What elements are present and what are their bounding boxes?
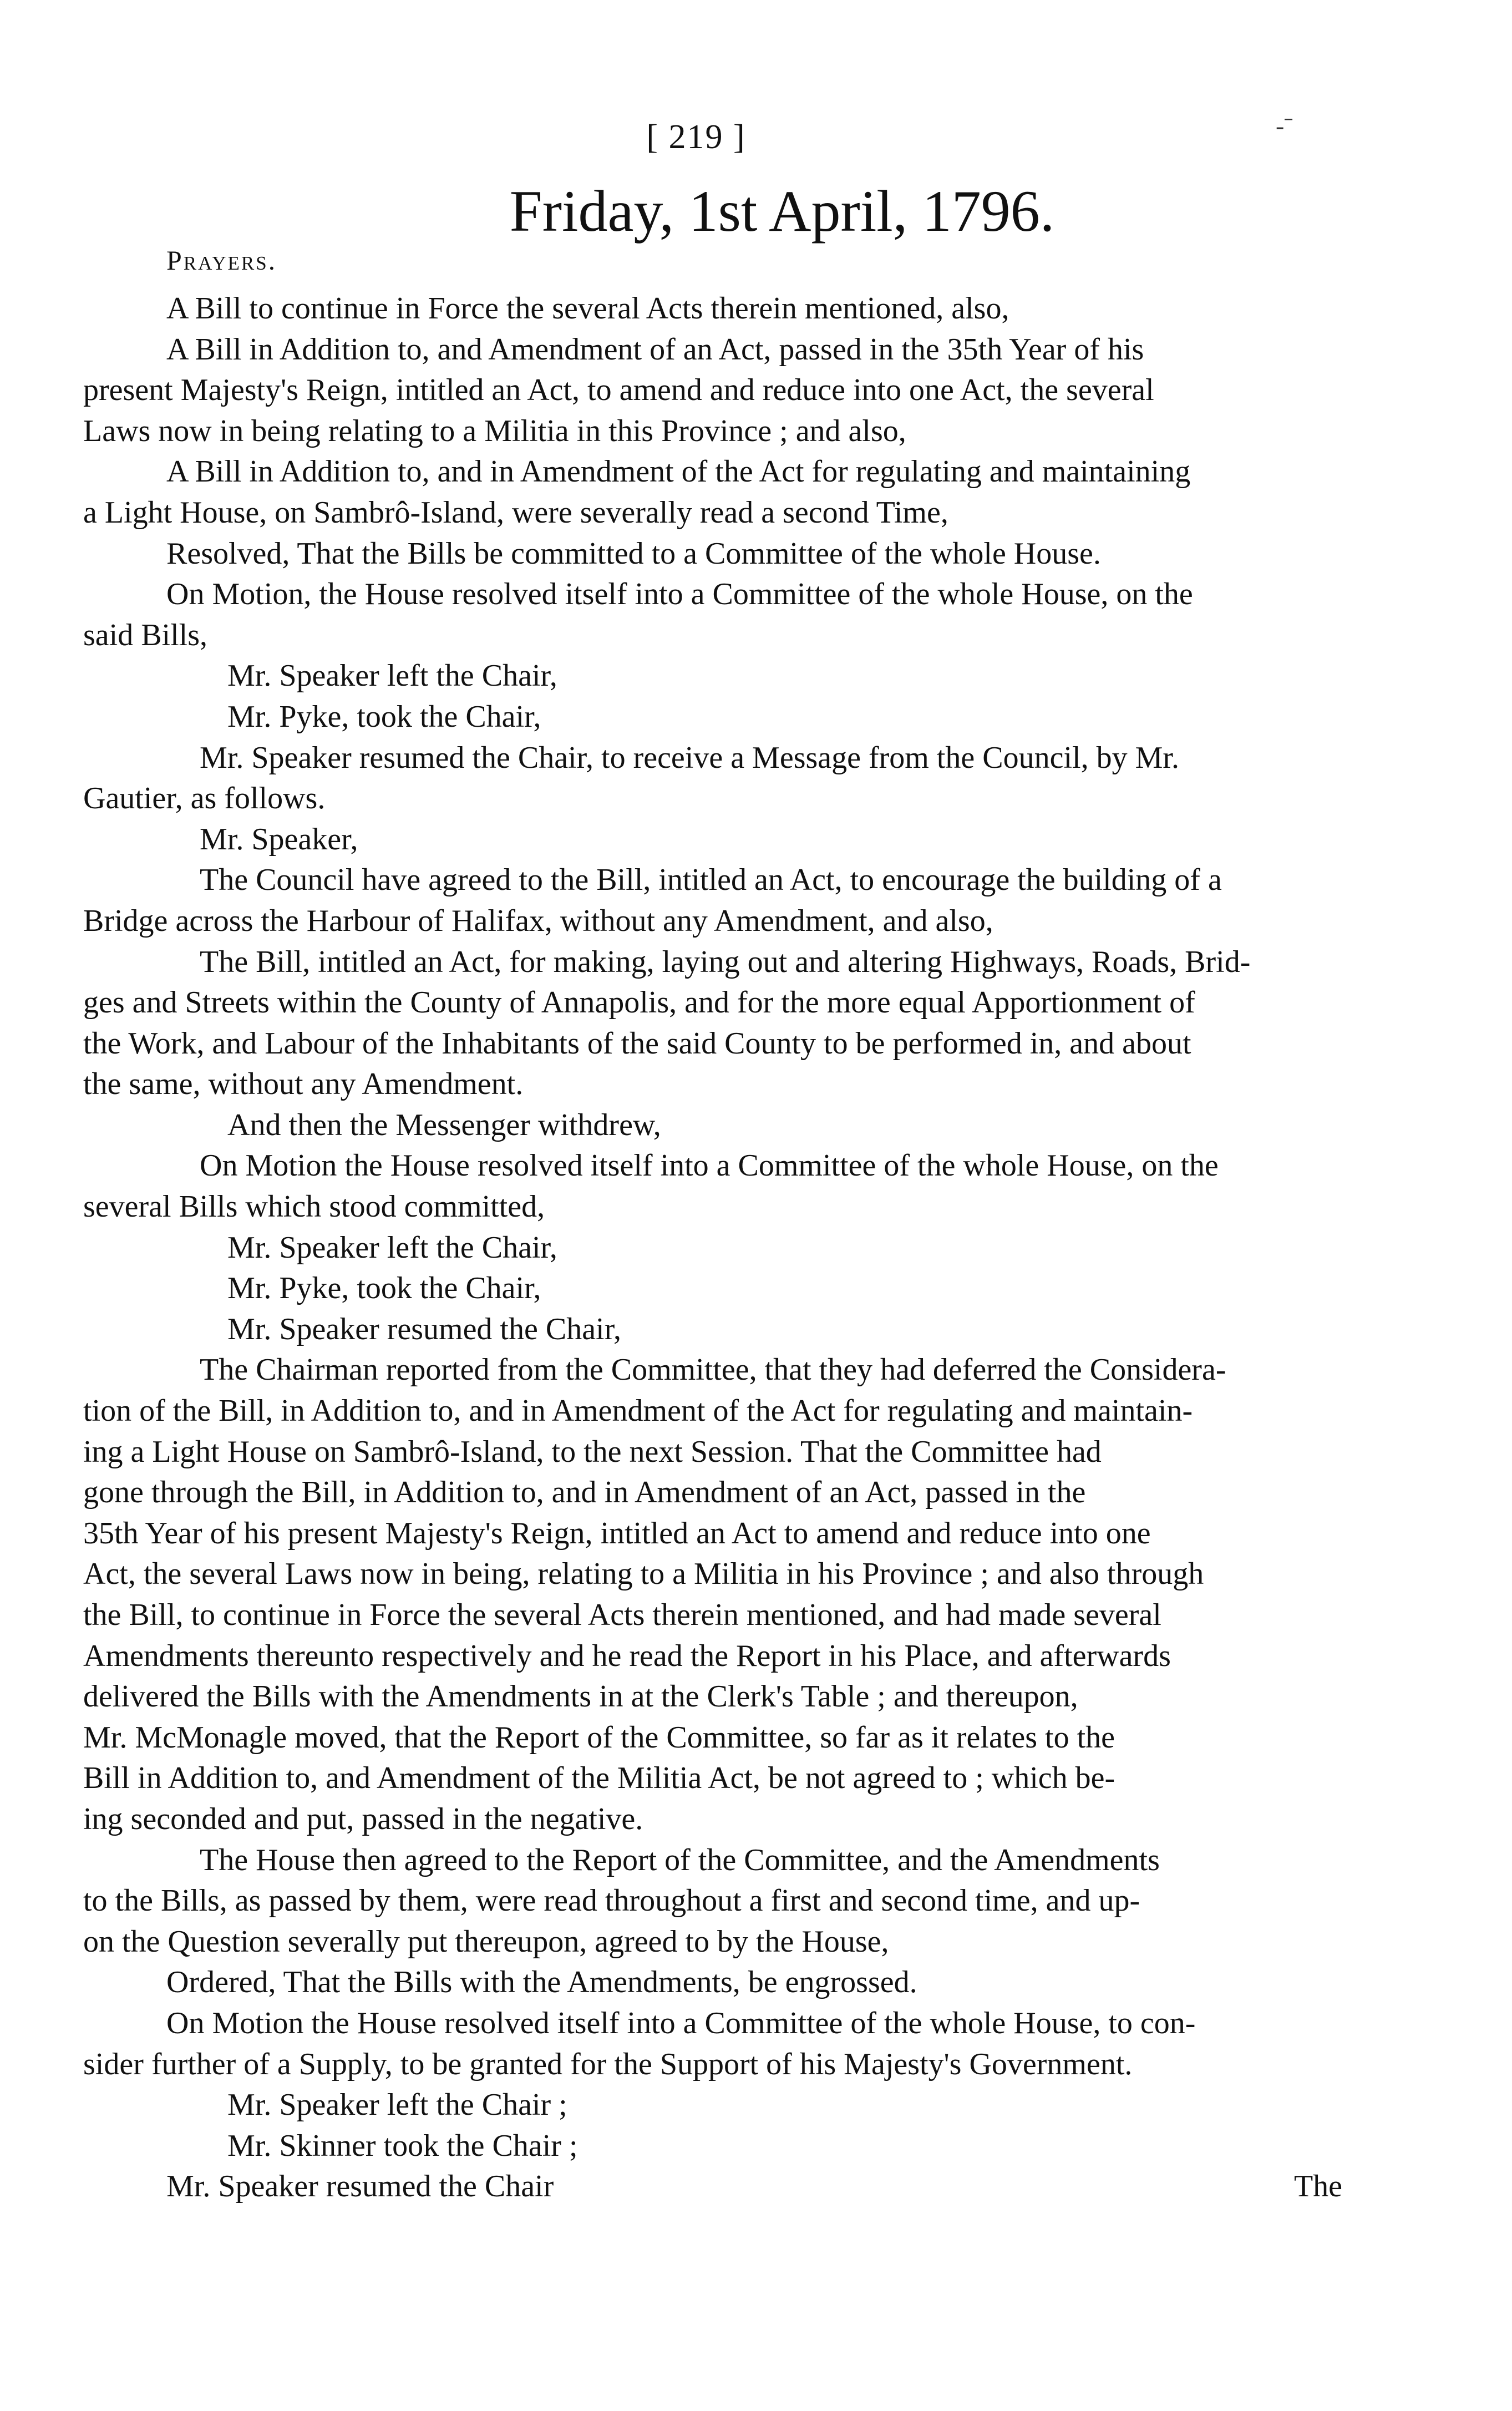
text-line: The Bill, intitled an Act, for making, laying out and altering Highways, Roads, Brid- <box>200 944 1251 979</box>
text-line: Resolved, That the Bills be committed to a Committee of the whole House. <box>166 536 1101 571</box>
date-heading: Friday, 1st April, 1796. <box>509 179 1055 244</box>
text-line: the same, without any Amendment. <box>83 1067 524 1102</box>
corner-mark: -ˉ <box>1276 112 1293 140</box>
text-line: ges and Streets within the County of Annapolis, and for the more equal Apportionment of <box>83 985 1195 1020</box>
text-line: several Bills which stood committed, <box>83 1189 545 1224</box>
text-line: Amendments thereunto respectively and he read the Report in his Place, and afterwards <box>83 1638 1171 1673</box>
text-line: On Motion the House resolved itself into a Committee of the whole House, on the <box>200 1148 1219 1183</box>
text-line: Mr. Speaker left the Chair, <box>227 1230 557 1265</box>
text-line: The Council have agreed to the Bill, intitled an Act, to encourage the building of a <box>200 863 1222 898</box>
prayers-heading: Prayers. <box>166 245 277 276</box>
text-line: delivered the Bills with the Amendments in at the Clerk's Table ; and thereupon, <box>83 1679 1078 1714</box>
text-line: Mr. Speaker, <box>200 822 358 857</box>
text-line: ing a Light House on Sambrô-Island, to the next Session. That the Committee had <box>83 1434 1102 1469</box>
text-line: present Majesty's Reign, intitled an Act, to amend and reduce into one Act, the several <box>83 373 1154 408</box>
journal-body <box>83 288 1342 2207</box>
text-line: to the Bills, as passed by them, were read throughout a first and second time, and up- <box>83 1883 1140 1918</box>
text-line: Mr. Speaker left the Chair ; <box>227 2088 567 2123</box>
text-line: the Work, and Labour of the Inhabitants of the said County to be performed in, and about <box>83 1026 1191 1061</box>
text-line: A Bill to continue in Force the several Acts therein mentioned, also, <box>166 291 1009 326</box>
text-line: the Bill, to continue in Force the several Acts therein mentioned, and had made several <box>83 1598 1161 1632</box>
text-line: Bill in Addition to, and Amendment of the Militia Act, be not agreed to ; which be- <box>83 1761 1115 1796</box>
text-line: tion of the Bill, in Addition to, and in Amendment of the Act for regulating and maintain- <box>83 1394 1193 1429</box>
last-line <box>83 2166 1342 2207</box>
text-line: The House then agreed to the Report of the Committee, and the Amendments <box>200 1842 1160 1877</box>
text-line: And then the Messenger withdrew, <box>227 1107 661 1142</box>
text-line: a Light House, on Sambrô-Island, were severally read a second Time, <box>83 495 948 530</box>
text-line: On Motion the House resolved itself into a Committee of the whole House, to con- <box>166 2005 1196 2040</box>
text-line: said Bills, <box>83 617 208 652</box>
text-line: on the Question severally put thereupon, agreed to by the House, <box>83 1924 889 1959</box>
text-line: Mr. Speaker resumed the Chair, to receive a Message from the Council, by Mr. <box>200 740 1179 775</box>
text-line: sider further of a Supply, to be granted for the Support of his Majesty's Government. <box>83 2047 1133 2081</box>
text-line: Mr. Skinner took the Chair ; <box>227 2128 578 2163</box>
text-line: Mr. Speaker resumed the Chair, <box>227 1311 622 1346</box>
text-line: Ordered, That the Bills with the Amendments, be engrossed. <box>166 1965 917 2000</box>
text-line: The Chairman reported from the Committee, that they had deferred the Considera- <box>200 1353 1226 1387</box>
text-line: 35th Year of his present Majesty's Reign, intitled an Act to amend and reduce into one <box>83 1516 1151 1551</box>
text-line: Mr. Pyke, took the Chair, <box>227 699 541 734</box>
page-number: [ 219 ] <box>646 118 746 156</box>
text-line: On Motion, the House resolved itself into a Committee of the whole House, on the <box>166 577 1193 612</box>
text-line: ing seconded and put, passed in the negative. <box>83 1801 643 1836</box>
text-line: Mr. Pyke, took the Chair, <box>227 1271 541 1306</box>
text-line: Bridge across the Harbour of Halifax, without any Amendment, and also, <box>83 903 993 938</box>
text-line: Mr. Speaker left the Chair, <box>227 659 557 693</box>
text-line: Act, the several Laws now in being, relating to a Militia in his Province ; and also through <box>83 1557 1204 1592</box>
catchword: The <box>1293 2169 1342 2204</box>
text-line: gone through the Bill, in Addition to, and in Amendment of an Act, passed in the <box>83 1475 1086 1510</box>
text-line: Mr. McMonagle moved, that the Report of the Committee, so far as it relates to the <box>83 1720 1115 1755</box>
text-line: Gautier, as follows. <box>83 781 326 816</box>
last-line-text: Mr. Speaker resumed the Chair <box>166 2169 554 2204</box>
text-line: A Bill in Addition to, and Amendment of an Act, passed in the 35th Year of his <box>166 332 1144 367</box>
text-line: Laws now in being relating to a Militia in this Province ; and also, <box>83 413 906 448</box>
text-line: A Bill in Addition to, and in Amendment of the Act for regulating and maintaining <box>166 454 1191 489</box>
